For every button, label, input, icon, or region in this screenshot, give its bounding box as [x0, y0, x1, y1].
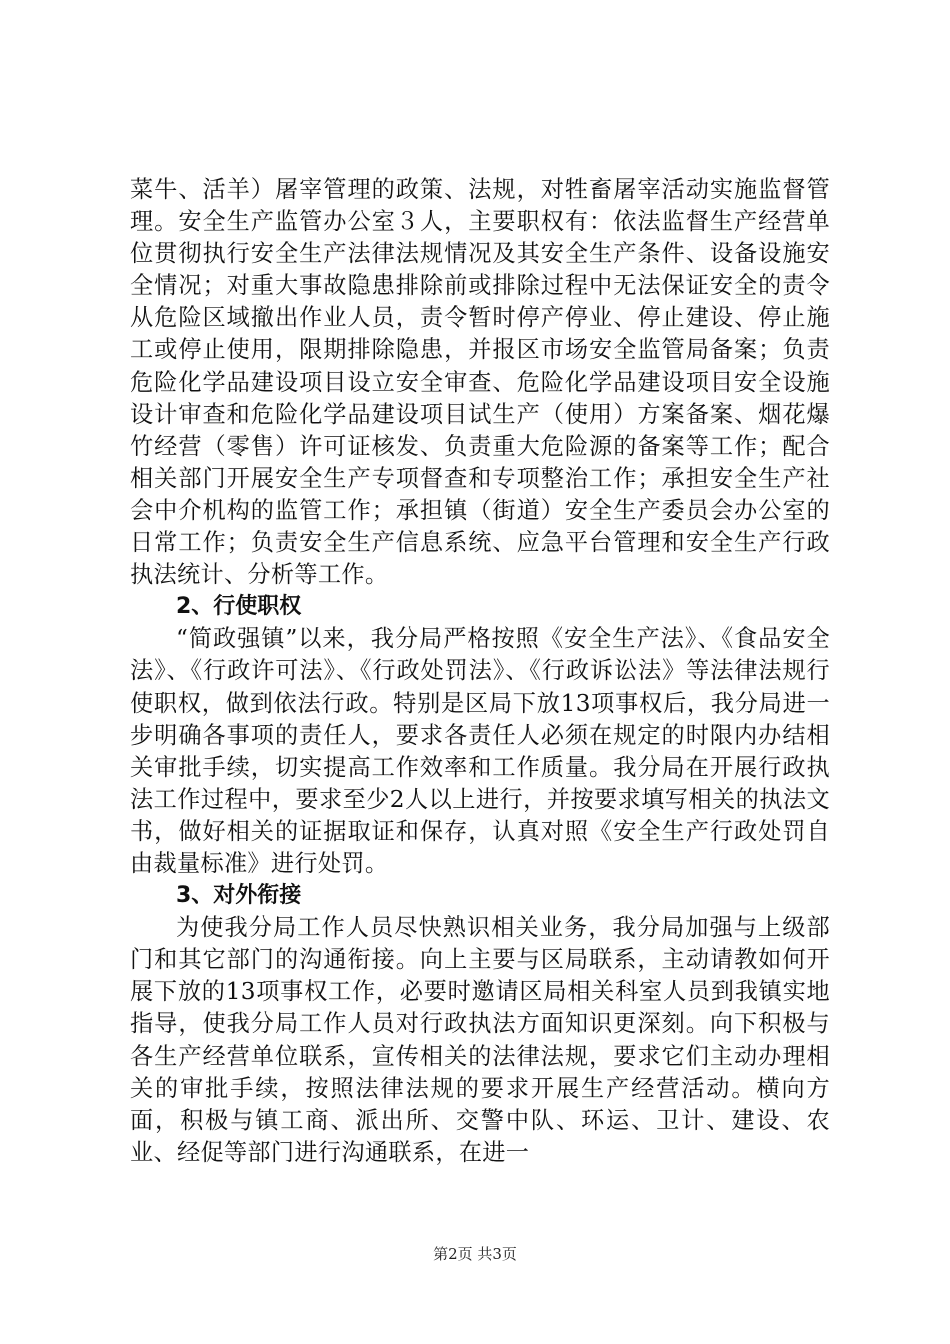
page-footer: 第2页 共3页: [433, 1245, 517, 1263]
section-heading-exercise-powers: 2、行使职权: [176, 594, 302, 620]
section-heading-external-liaison: 3、对外衔接: [176, 883, 302, 909]
paragraph-external-liaison: 为使我分局工作人员尽快熟识相关业务，我分局加强与上级部门和其它部门的沟通衔接。向上主要与区局联系，主动请教如何开展下放的13项事权工作，必要时邀请区局相关科室人员到我镇实地指导，使我分局工作人员对行政执法方面知识更深刻。向下积极与各生产经营单位联系，宣传相关的法律法规，要求它们主动办理相关的审批手续，按照法律法规的要求开展生产经营活动。横向方面，积极与镇工商、派出所、交警中队、环运、卫计、建设、农业、经促等部门进行沟通联系，在进一: [130, 914, 830, 1166]
document-body: [130, 174, 830, 1169]
paragraph-duties: 菜牛、活羊）屠宰管理的政策、法规，对牲畜屠宰活动实施监督管理。安全生产监管办公室３人，主要职权有：依法监督生产经营单位贯彻执行安全生产法律法规情况及其安全生产条件、设备设施安全情况；对重大事故隐患排除前或排除过程中无法保证安全的责令从危险区域撤出作业人员，责令暂时停产停业、停止建设、停止施工或停止使用，限期排除隐患，并报区市场安全监管局备案；负责危险化学品建设项目设立安全审查、危险化学品建设项目安全设施设计审查和危险化学品建设项目试生产（使用）方案备案、烟花爆竹经营（零售）许可证核发、负责重大危险源的备案等工作；配合相关部门开展安全生产专项督查和专项整治工作；承担安全生产社会中介机构的监管工作；承担镇（街道）安全生产委员会办公室的日常工作；负责安全生产信息系统、应急平台管理和安全生产行政执法统计、分析等工作。: [130, 176, 830, 589]
paragraph-exercise-powers: “简政强镇”以来，我分局严格按照《安全生产法》、《食品安全法》、《行政许可法》、《行政处罚法》、《行政诉讼法》等法律法规行使职权，做到依法行政。特别是区局下放13项事权后，我分局进一步明确各事项的责任人，要求各责任人必须在规定的时限内办结相关审批手续，切实提高工作效率和工作质量。我分局在开展行政执法工作过程中，要求至少2人以上进行，并按要求填写相关的执法文书，做好相关的证据取证和保存，认真对照《安全生产行政处罚自由裁量标准》进行处罚。: [130, 625, 830, 877]
